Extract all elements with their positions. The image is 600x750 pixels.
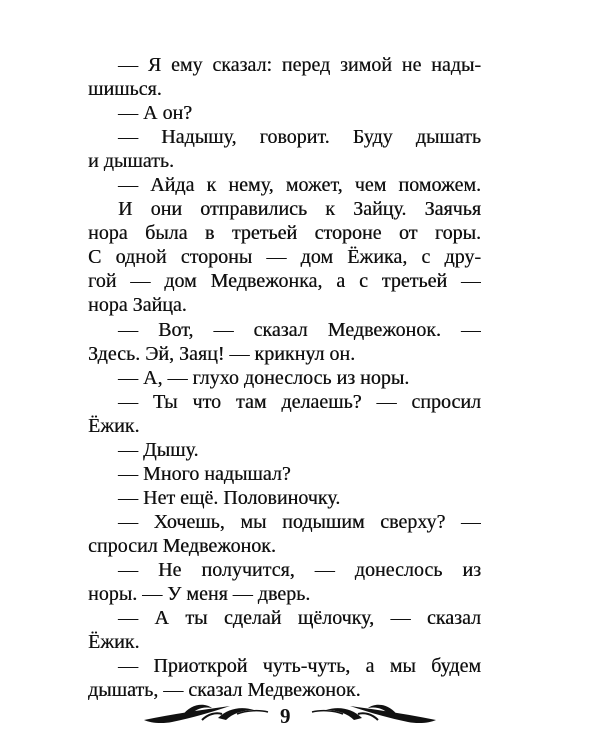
text-line: — Много надышал? bbox=[118, 462, 291, 485]
page-text bbox=[88, 53, 481, 702]
text-line: нора была в третьей стороне от горы. bbox=[88, 222, 481, 245]
text-line: норы. — У меня — дверь. bbox=[88, 583, 311, 606]
text-line: С одной стороны — дом Ёжика, с дру- bbox=[88, 246, 481, 269]
page-number: 9 bbox=[280, 704, 291, 728]
text-line: — Айда к нему, может, чем поможем. bbox=[118, 174, 481, 197]
text-line: дышать, — сказал Медвежонок. bbox=[88, 679, 361, 702]
text-line: Ёжик. bbox=[88, 414, 140, 437]
text-line: — Надышу, говорит. Буду дышать bbox=[118, 126, 481, 149]
text-line: — Я ему сказал: перед зимой не нады- bbox=[118, 54, 481, 76]
text-line: шишься. bbox=[88, 78, 162, 101]
text-line: — Нет ещё. Половиночку. bbox=[118, 486, 341, 509]
ornament-left-icon bbox=[142, 700, 272, 730]
text-line: — А ты сделай щёлочку, — сказал bbox=[118, 607, 481, 630]
text-line: — Ты что там делаешь? — спросил bbox=[118, 390, 481, 413]
text-line: спросил Медвежонок. bbox=[88, 534, 276, 557]
text-line: — А, — глухо донеслось из норы. bbox=[118, 366, 410, 389]
text-line: — Вот, — сказал Медвежонок. — bbox=[118, 318, 481, 341]
text-line: Здесь. Эй, Заяц! — крикнул он. bbox=[88, 342, 356, 365]
text-line: — Дышу. bbox=[118, 438, 199, 461]
text-line: Ёжик. bbox=[88, 631, 140, 654]
text-line: гой — дом Медвежонка, а с третьей — bbox=[88, 270, 481, 293]
page-footer bbox=[0, 700, 600, 730]
text-line: — Приоткрой чуть-чуть, а мы будем bbox=[118, 655, 481, 678]
text-line: — Хочешь, мы подышим сверху? — bbox=[118, 510, 481, 533]
text-line: и дышать. bbox=[88, 150, 174, 173]
text-line: — Не получится, — донеслось из bbox=[118, 558, 481, 581]
text-line: — А он? bbox=[118, 102, 193, 125]
ornament-right-icon bbox=[308, 700, 438, 730]
text-line: И они отправились к Зайцу. Заячья bbox=[118, 198, 481, 221]
text-line: нора Зайца. bbox=[88, 294, 187, 317]
